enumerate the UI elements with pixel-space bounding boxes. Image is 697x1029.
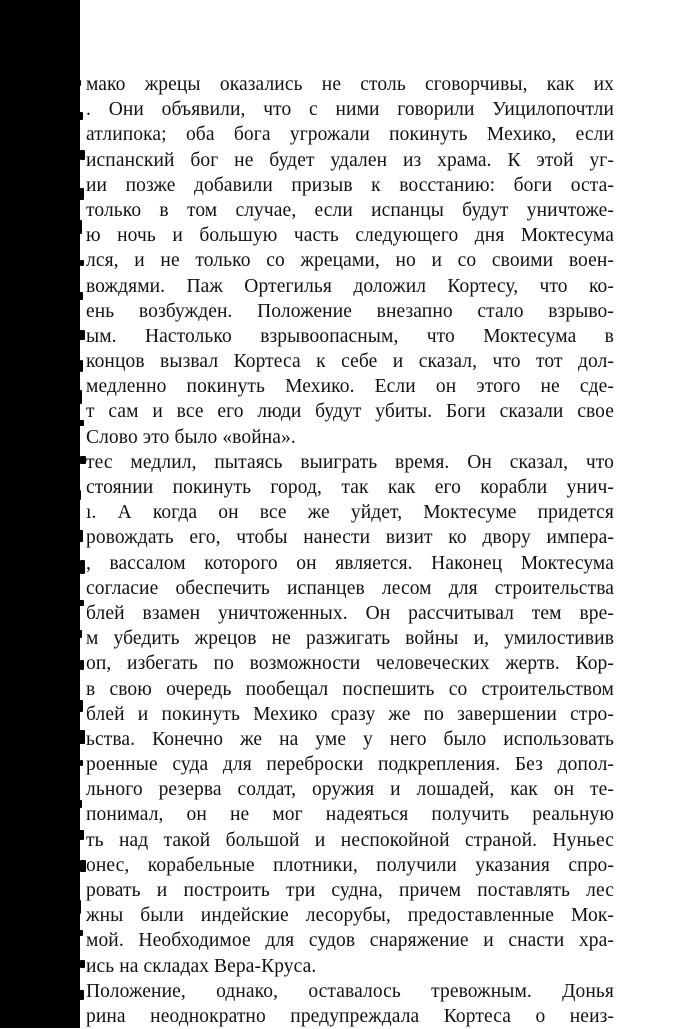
text-line: ым. Настолько взрывоопасным, что Моктесума в — [86, 325, 614, 347]
binding-speck — [80, 760, 83, 766]
binding-speck — [78, 188, 84, 200]
binding-speck — [78, 800, 82, 808]
text-line: испанский бог не будет удален из храма. К этой уг- — [86, 149, 614, 171]
text-line: ть над такой большой и неспокойной страной. Нуньес — [86, 829, 614, 851]
binding-speck — [79, 420, 84, 426]
text-line: согласие обеспечить испанцев лесом для строительства — [86, 577, 614, 599]
text-line: атлипока; оба бога угрожали покинуть Мехико, если — [86, 124, 614, 146]
binding-speck — [80, 960, 85, 968]
text-line: ень возбужден. Положение внезапно стало взрыво- — [86, 300, 614, 322]
binding-speck — [79, 330, 85, 340]
binding-speck — [79, 220, 82, 234]
text-line: ьства. Конечно же на уме у него было использовать — [86, 728, 614, 750]
text-line: Слово это было «война». — [86, 426, 296, 448]
binding-speck — [79, 112, 83, 120]
text-line: т сам и все его люди будут убиты. Боги сказали свое — [86, 401, 614, 423]
binding-speck — [80, 560, 85, 574]
binding-speck — [79, 730, 85, 744]
binding-speck — [78, 900, 81, 914]
text-line: тес медлил, пытаясь выиграть время. Он сказал, что — [86, 451, 614, 473]
text-line: , вассалом которого он является. Наконец Моктесума — [86, 552, 614, 574]
text-line: ю ночь и большую часть следующего дня Моктесума — [86, 225, 614, 247]
text-line: мой. Необходимое для судов снаряжение и снасти хра- — [86, 930, 614, 952]
text-line: онес, корабельные плотники, получили указания спро- — [86, 854, 614, 876]
text-line: в свою очередь пообещал поспешить со строительством — [86, 678, 614, 700]
page-text-body — [86, 72, 614, 1029]
text-line: Положение, однако, оставалось тревожным. Донья — [86, 980, 614, 1002]
text-line: лся, и не только со жрецами, но и со своими воен- — [86, 250, 614, 272]
text-line: ровождать его, чтобы нанести визит ко двору импера- — [86, 527, 614, 549]
text-line: роенные суда для переброски подкрепления. Без допол- — [86, 754, 614, 776]
binding-speck — [78, 490, 81, 500]
text-line: м убедить жрецов не разжигать войны и, умилостивив — [86, 628, 614, 650]
binding-speck — [80, 260, 84, 266]
text-line: вождями. Паж Ортегилья доложил Кортесу, что ко- — [86, 275, 614, 297]
text-line: ровать и построить три судна, причем поставлять лес — [86, 880, 614, 901]
text-line: ии позже добавили призыв к восстанию: боги оста- — [86, 174, 614, 196]
text-line: ись на складах Вера-Круса. — [86, 955, 317, 977]
text-line: льного резерва солдат, оружия и лошадей, как он те- — [86, 779, 614, 801]
binding-speck — [78, 390, 82, 404]
binding-speck — [80, 360, 83, 372]
text-line: концов вызвал Кортеса к себе и сказал, что тот дол- — [86, 351, 614, 373]
binding-speck — [79, 630, 82, 638]
text-line: оп, избегать по возможности человеческих жертв. Кор- — [86, 653, 614, 675]
binding-speck — [79, 930, 83, 936]
text-line: только в том случае, если испанцы будут уничтоже- — [86, 199, 614, 221]
text-line: . Они объявили, что с ними говорили Уицилопочтли — [86, 99, 614, 121]
book-binding-shadow — [0, 0, 80, 1028]
binding-speck — [78, 600, 84, 606]
binding-speck — [78, 990, 84, 1000]
binding-speck — [78, 700, 83, 712]
binding-speck — [79, 830, 84, 840]
binding-speck — [79, 530, 83, 542]
text-line: ı. А когда он все же уйдет, Моктесуме придется — [86, 502, 614, 524]
binding-speck — [80, 660, 84, 670]
text-line: рина неоднократно предупреждала Кортеса о неиз- — [86, 1005, 614, 1027]
binding-speck — [78, 292, 83, 300]
text-line: медленно покинуть Мехико. Если он этого не сде- — [86, 376, 614, 398]
text-line: жны были индейские лесорубы, предоставленные Мок- — [86, 905, 614, 927]
binding-speck — [80, 150, 85, 160]
text-line: понимал, он не мог надеяться получить реальную — [86, 804, 614, 826]
text-line: блей и покинуть Мехико сразу же по завершении стро- — [86, 703, 614, 725]
text-line: мако жрецы оказались не столь сговорчивы, как их — [86, 74, 614, 95]
text-line: блей взамен уничтоженных. Он рассчитывал тем вре- — [86, 602, 614, 624]
binding-speck — [78, 80, 81, 86]
text-line: стоянии покинуть город, так как его корабли унич- — [86, 477, 614, 498]
